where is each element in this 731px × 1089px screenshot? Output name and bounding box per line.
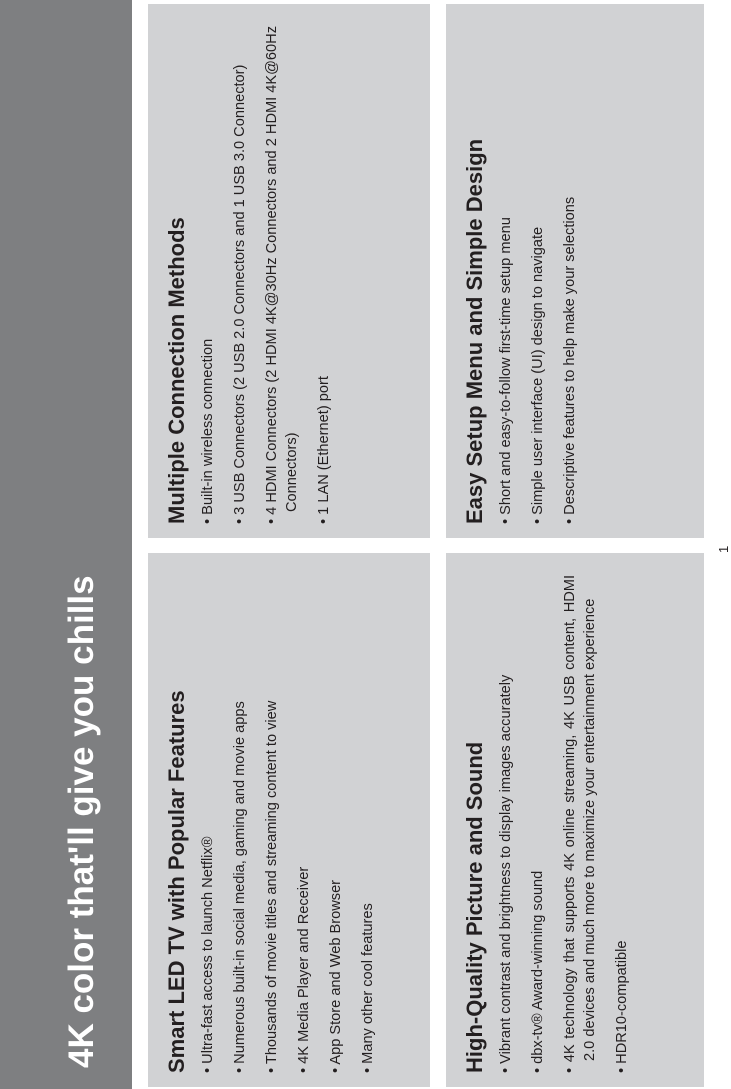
- card-picture-sound: [446, 553, 704, 1087]
- card-smart-features: [148, 553, 430, 1087]
- list-item: • 3 USB Connectors (2 USB 2.0 Connectors and 1 USB 3.0 Connector): [230, 26, 250, 524]
- list-item: • Many other cool features: [358, 575, 378, 1073]
- card-title: High-Quality Picture and Sound: [462, 741, 487, 1073]
- card-title: Multiple Connection Methods: [164, 217, 189, 524]
- list-item: • 4K Media Player and Receiver: [294, 575, 314, 1073]
- list-item: • Built-in wireless connection: [198, 26, 218, 524]
- list-item: • Ultra-fast access to launch Netflix®: [198, 575, 218, 1073]
- card-setup-design: [446, 4, 704, 538]
- list-item: • Descriptive features to help make your selections: [560, 26, 580, 524]
- list-item: • App Store and Web Browser: [326, 575, 346, 1073]
- bullet-list: [198, 575, 378, 1073]
- list-item: • Simple user interface (UI) design to navigate: [528, 26, 548, 524]
- page-number: 1: [716, 545, 731, 553]
- bullet-list: [496, 575, 632, 1073]
- list-item: • HDR10-compatible: [612, 575, 632, 1073]
- banner-title: 4K color that'll give you chills: [62, 575, 101, 1068]
- bullet-list: [496, 26, 580, 524]
- list-item: • Thousands of movie titles and streaming content to view: [262, 575, 282, 1073]
- list-item: • 4 HDMI Connectors (2 HDMI 4K@30Hz Connectors and 2 HDMI 4K@60Hz Connectors): [262, 26, 302, 524]
- list-item: • 1 LAN (Ethernet) port: [314, 26, 334, 524]
- card-connection-methods: [148, 4, 430, 538]
- list-item: • Numerous built-in social media, gaming and movie apps: [230, 575, 250, 1073]
- list-item: • Vibrant contrast and brightness to display images accurately: [496, 575, 516, 1073]
- list-item: • Short and easy-to-follow first-time setup menu: [496, 26, 516, 524]
- list-item: • dbx-tv® Award-winning sound: [528, 575, 548, 1073]
- list-item: • 4K technology that supports 4K online streaming, 4K USB content, HDMI 2.0 devices and much more to maximize your entertainment experience: [560, 575, 600, 1073]
- bullet-list: [198, 26, 334, 524]
- card-title: Easy Setup Menu and Simple Design: [462, 138, 487, 524]
- card-title: Smart LED TV with Popular Features: [164, 690, 189, 1073]
